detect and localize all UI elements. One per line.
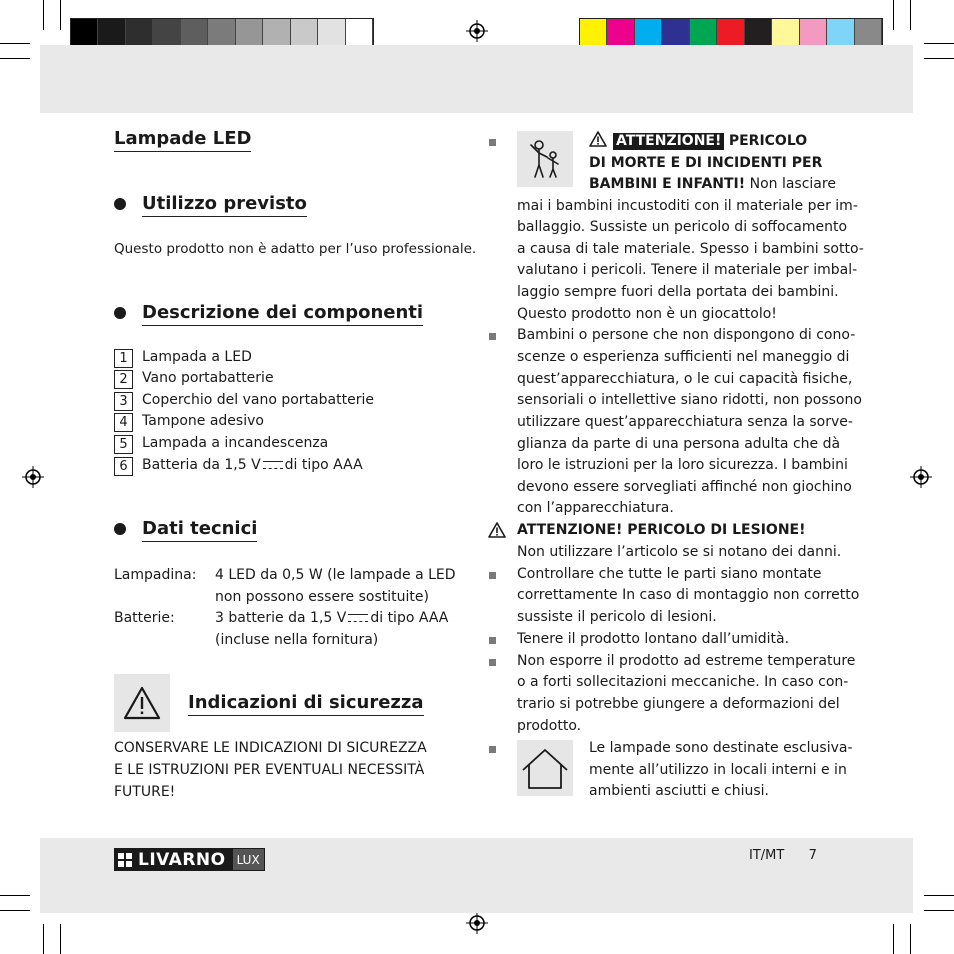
list-bullet bbox=[489, 139, 496, 146]
registration-mark-icon bbox=[466, 20, 488, 42]
body-line: Questo prodotto non è un giocattolo! bbox=[517, 306, 777, 322]
injury-warning: ATTENZIONE! PERICOLO DI LESIONE! bbox=[517, 522, 806, 538]
color-swatch bbox=[318, 19, 345, 46]
crop-mark bbox=[924, 43, 954, 44]
header-band bbox=[40, 45, 913, 113]
brand-logo bbox=[114, 848, 265, 871]
child-safety-icon bbox=[517, 131, 573, 187]
registration-mark-icon bbox=[910, 466, 932, 488]
safety-notice-line: FUTURE! bbox=[114, 784, 176, 800]
body-line: quest’apparecchiatura, o le cui capacità fisiche, bbox=[517, 371, 853, 387]
component-number: 5 bbox=[114, 435, 133, 454]
crop-mark bbox=[0, 58, 30, 59]
color-swatch bbox=[745, 19, 772, 46]
body-line: devono essere sorvegliati affinché non giochino bbox=[517, 479, 852, 495]
component-number: 1 bbox=[114, 349, 133, 368]
section-bullet bbox=[114, 198, 126, 210]
color-swatch bbox=[208, 19, 235, 46]
safety-notice-line: E LE ISTRUZIONI PER EVENTUALI NECESSITÀ bbox=[114, 762, 425, 778]
crop-mark bbox=[893, 924, 894, 954]
body-line: Controllare che tutte le parti siano montate bbox=[517, 566, 822, 582]
component-label: Lampada a incandescenza bbox=[142, 435, 329, 451]
body-line: a causa di tale materiale. Spesso i bambini sotto- bbox=[517, 241, 864, 257]
house-icon bbox=[517, 740, 573, 796]
color-swatch bbox=[635, 19, 662, 46]
registration-mark-icon bbox=[466, 912, 488, 934]
body-line: Le lampade sono destinate esclusiva- bbox=[589, 740, 853, 756]
crop-mark bbox=[43, 924, 44, 954]
spec-value: non possono essere sostituite) bbox=[215, 589, 429, 605]
danger-text: BAMBINI E INFANTI! bbox=[589, 176, 746, 192]
crop-mark bbox=[910, 924, 911, 954]
body-line: loro le istruzioni per la loro sicurezza. I bambini bbox=[517, 457, 848, 473]
color-swatch bbox=[607, 19, 634, 46]
list-bullet bbox=[489, 333, 496, 340]
body-line: glianza da parte di una persona adulta che dà bbox=[517, 436, 841, 452]
list-bullet bbox=[489, 637, 496, 644]
body-line: laggio sempre fuori della portata dei bambini. bbox=[517, 284, 839, 300]
body-line: sussiste il pericolo di lesioni. bbox=[517, 609, 717, 625]
dc-symbol-icon bbox=[348, 614, 368, 622]
crop-mark bbox=[893, 0, 894, 30]
language-code: IT/MT bbox=[749, 848, 785, 863]
color-swatch bbox=[263, 19, 290, 46]
attention-line bbox=[589, 131, 807, 155]
spec-value: (incluse nella fornitura) bbox=[215, 632, 379, 648]
registration-mark-icon bbox=[22, 466, 44, 488]
body-line: ballaggio. Sussiste un pericolo di soffocamento bbox=[517, 219, 848, 235]
color-swatch bbox=[662, 19, 689, 46]
warning-triangle-icon bbox=[589, 131, 607, 155]
body-text: Non lasciare bbox=[749, 176, 836, 192]
crop-mark bbox=[60, 924, 61, 954]
intended-use-heading: Utilizzo previsto bbox=[142, 193, 307, 217]
body-line: Bambini o persone che non dispongono di cono- bbox=[517, 327, 856, 343]
dc-symbol-icon bbox=[263, 461, 283, 469]
components-heading: Descrizione dei componenti bbox=[142, 302, 423, 326]
danger-text: PERICOLO bbox=[728, 133, 808, 149]
list-bullet bbox=[489, 659, 496, 666]
component-label: Lampada a LED bbox=[142, 349, 252, 365]
color-swatch bbox=[71, 19, 98, 46]
crop-mark bbox=[924, 58, 954, 59]
body-line: Non utilizzare l’articolo se si notano dei danni. bbox=[517, 544, 842, 560]
body-line: Tenere il prodotto lontano dall’umidità. bbox=[517, 631, 790, 647]
component-number: 4 bbox=[114, 413, 133, 432]
crop-mark bbox=[43, 0, 44, 30]
warning-triangle-icon bbox=[488, 522, 506, 538]
color-swatch bbox=[690, 19, 717, 46]
body-line: valutano i pericoli. Tenere il materiale per imbal- bbox=[517, 262, 858, 278]
child-warning-icon-box bbox=[517, 131, 573, 187]
body-line: scenze o esperienza sufficienti nel maneggio di bbox=[517, 349, 850, 365]
crop-mark bbox=[924, 910, 954, 911]
body-line: utilizzare quest’apparecchiatura senza la sorve- bbox=[517, 414, 853, 430]
list-bullet bbox=[489, 746, 496, 753]
brand-squares-icon bbox=[118, 853, 132, 867]
body-line: prodotto. bbox=[517, 718, 582, 734]
grayscale-calibration-bar bbox=[70, 18, 374, 45]
body-line: Non esporre il prodotto ad estreme temperature bbox=[517, 653, 856, 669]
color-swatch bbox=[236, 19, 263, 46]
attention-badge: ATTENZIONE! bbox=[613, 133, 724, 150]
body-line: mai i bambini incustoditi con il materiale per im- bbox=[517, 198, 858, 214]
spec-value-part: di tipo AAA bbox=[370, 610, 449, 626]
color-swatch bbox=[772, 19, 799, 46]
spec-value-part: 3 batterie da 1,5 V bbox=[215, 610, 347, 626]
color-swatch bbox=[827, 19, 854, 46]
brand-name: LIVARNO bbox=[138, 849, 226, 870]
safety-heading: Indicazioni di sicurezza bbox=[188, 692, 424, 716]
color-swatch bbox=[126, 19, 153, 46]
body-line: ambienti asciutti e chiusi. bbox=[589, 783, 769, 799]
spec-value bbox=[215, 608, 448, 630]
list-bullet bbox=[489, 572, 496, 579]
intended-use-text: Questo prodotto non è adatto per l’uso professionale. bbox=[114, 241, 477, 257]
spec-value: 4 LED da 0,5 W (le lampade a LED bbox=[215, 567, 456, 583]
component-number: 6 bbox=[114, 457, 133, 476]
crop-mark bbox=[910, 0, 911, 30]
body-line: correttamente In caso di montaggio non corretto bbox=[517, 587, 860, 603]
body-line: o a forti sollecitazioni meccaniche. In caso con- bbox=[517, 674, 849, 690]
battery-label-part: Batteria da 1,5 V bbox=[142, 457, 261, 473]
color-swatch bbox=[181, 19, 208, 46]
spec-key: Lampadina: bbox=[114, 567, 197, 583]
warning-triangle-icon bbox=[114, 674, 170, 732]
indoor-use-icon-box bbox=[517, 740, 573, 796]
crop-mark bbox=[0, 910, 30, 911]
warning-icon-box bbox=[114, 674, 170, 732]
color-swatch bbox=[291, 19, 318, 46]
page-title: Lampade LED bbox=[114, 128, 251, 152]
color-swatch bbox=[580, 19, 607, 46]
component-label: Vano portabatterie bbox=[142, 370, 274, 386]
section-bullet bbox=[114, 523, 126, 535]
component-label bbox=[142, 457, 363, 473]
page-number: 7 bbox=[808, 848, 817, 863]
color-swatch bbox=[800, 19, 827, 46]
component-number: 3 bbox=[114, 392, 133, 411]
spec-key: Batterie: bbox=[114, 610, 175, 626]
crop-mark bbox=[924, 895, 954, 896]
section-bullet bbox=[114, 307, 126, 319]
safety-notice-line: CONSERVARE LE INDICAZIONI DI SICUREZZA bbox=[114, 740, 427, 756]
brand-logo-main bbox=[114, 848, 232, 871]
color-swatch bbox=[153, 19, 180, 46]
color-calibration-bar bbox=[579, 18, 883, 45]
danger-text: DI MORTE E DI INCIDENTI PER bbox=[589, 155, 823, 171]
page-footer bbox=[749, 848, 817, 863]
crop-mark bbox=[60, 0, 61, 30]
component-label: Coperchio del vano portabatterie bbox=[142, 392, 374, 408]
body-line: sensoriali o intellettive siano ridotti, non possono bbox=[517, 392, 862, 408]
crop-mark bbox=[0, 43, 30, 44]
component-label: Tampone adesivo bbox=[142, 413, 264, 429]
brand-sub: LUX bbox=[232, 848, 265, 871]
body-line: trario si potrebbe giungere a deformazioni del bbox=[517, 696, 840, 712]
color-swatch bbox=[346, 19, 373, 46]
color-swatch bbox=[717, 19, 744, 46]
body-line: mente all’utilizzo in locali interni e in bbox=[589, 762, 847, 778]
crop-mark bbox=[0, 895, 30, 896]
tech-data-heading: Dati tecnici bbox=[142, 518, 257, 542]
danger-text-line bbox=[589, 174, 836, 196]
body-line: con l’apparecchiatura. bbox=[517, 500, 674, 516]
battery-label-part: di tipo AAA bbox=[284, 457, 363, 473]
component-number: 2 bbox=[114, 370, 133, 389]
color-swatch bbox=[855, 19, 882, 46]
color-swatch bbox=[98, 19, 125, 46]
